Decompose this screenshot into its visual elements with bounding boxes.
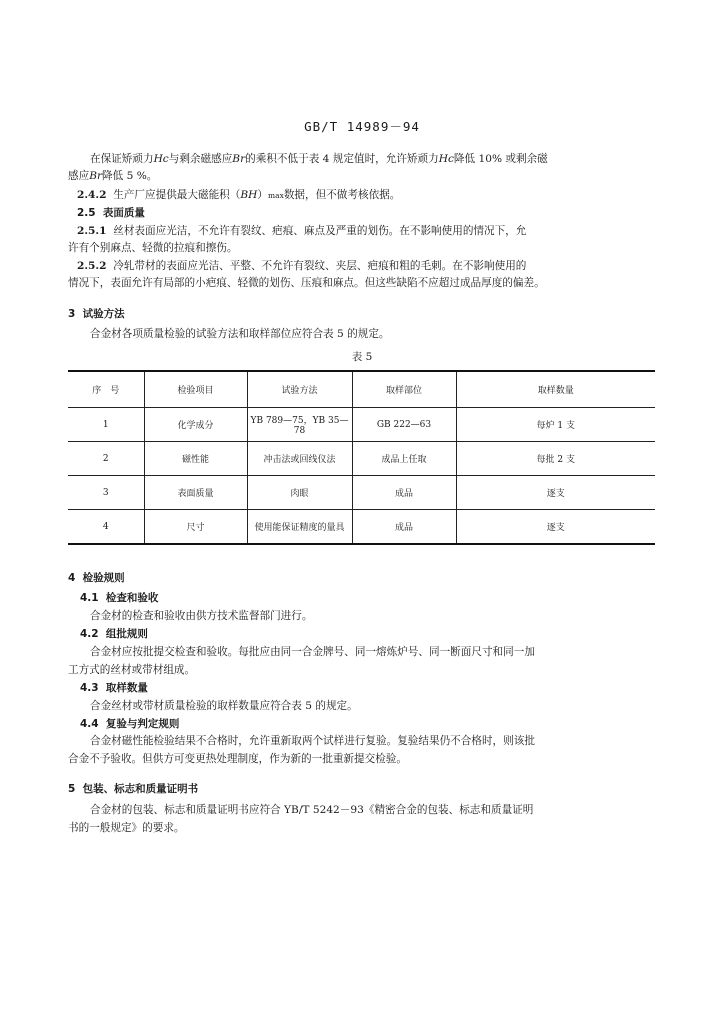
header-cell-method: 试验方法 — [247, 371, 352, 408]
table-cell: 成品 — [352, 510, 456, 545]
paragraph-coercivity: 在保证矫顽力Hc与剩余磁感应Br的乘积不低于表 4 规定值时，允许矫顽力Hc降低 10% 或剩余磁 — [90, 153, 548, 165]
table-cell: YB 789—75，YB 35—78 — [247, 408, 352, 442]
paragraph-coercivity-cont: 感应Br降低 5 %。 — [68, 170, 158, 182]
table-cell: 2 — [68, 442, 144, 476]
table-cell: 成品 — [352, 476, 456, 510]
section-3-heading: 3 试验方法 — [68, 308, 125, 320]
clause-4-2-line2: 工方式的丝材或带材组成。 — [68, 664, 196, 676]
table-cell: 逐支 — [456, 476, 655, 510]
table-cell: 3 — [68, 476, 144, 510]
header-cell-no: 序 号 — [68, 371, 144, 408]
table-row — [68, 408, 655, 442]
clause-2-4-2: 2.4.2 生产厂应提供最大磁能积（BH）max数据，但不做考核依据。 — [77, 189, 401, 201]
table-5-title: 表 5 — [351, 351, 373, 363]
clause-2-5-1-line2: 许有个别麻点、轻微的拉痕和擦伤。 — [68, 242, 238, 254]
clause-2-5-2-line2: 情况下，表面允许有局部的小疤痕、轻微的划伤、压痕和麻点。但这些缺陷不应超过成品厚度的偏差。 — [68, 277, 545, 289]
table-cell: 肉眼 — [247, 476, 352, 510]
section-4-heading: 4 检验规则 — [68, 572, 125, 584]
table-cell: 化学成分 — [144, 408, 247, 442]
table-cell: 1 — [68, 408, 144, 442]
section-5-line1: 合金材的包装、标志和质量证明书应符合 YB/T 5242－93《精密合金的包装、标志和质量证明 — [90, 804, 534, 816]
standard-number-header: GB/T 14989－94 — [304, 119, 420, 134]
clause-2-5-1-line1: 2.5.1 丝材表面应光洁，不允许有裂纹、疤痕、麻点及严重的划伤。在不影响使用的情况下，允 — [77, 225, 527, 237]
clause-4-2-line1: 合金材应按批提交检查和验收。每批应由同一合金牌号、同一熔炼炉号、同一断面尺寸和同一加 — [90, 646, 535, 658]
clause-2-5-heading: 2.5 表面质量 — [77, 207, 145, 219]
clause-4-4-heading: 4.4 复验与判定规则 — [80, 718, 180, 730]
clause-4-1-text: 合金材的检查和验收由供方技术监督部门进行。 — [90, 610, 313, 622]
section-5-line2: 书的一般规定》的要求。 — [68, 822, 185, 834]
table-5 — [68, 370, 655, 545]
table-cell: GB 222—63 — [352, 408, 456, 442]
header-cell-location: 取样部位 — [352, 371, 456, 408]
table-cell: 尺寸 — [144, 510, 247, 545]
table-cell: 每批 2 支 — [456, 442, 655, 476]
clause-4-1-heading: 4.1 检查和验收 — [80, 592, 159, 604]
clause-4-3-text: 合金丝材或带材质量检验的取样数量应符合表 5 的规定。 — [90, 700, 358, 712]
header-cell-quantity: 取样数量 — [456, 371, 655, 408]
clause-4-4-line1: 合金材磁性能检验结果不合格时，允许重新取两个试样进行复验。复验结果仍不合格时，则该批 — [90, 735, 535, 747]
table-row — [68, 510, 655, 545]
table-cell: 逐支 — [456, 510, 655, 545]
table-cell: 每炉 1 支 — [456, 408, 655, 442]
table-cell: 4 — [68, 510, 144, 545]
section-3-text: 合金材各项质量检验的试验方法和取样部位应符合表 5 的规定。 — [90, 328, 390, 340]
clause-4-3-heading: 4.3 取样数量 — [80, 682, 148, 694]
table-row — [68, 442, 655, 476]
table-cell: 磁性能 — [144, 442, 247, 476]
clause-4-2-heading: 4.2 组批规则 — [80, 628, 148, 640]
table-cell: 使用能保证精度的量具 — [247, 510, 352, 545]
clause-2-5-2-line1: 2.5.2 冷轧带材的表面应光洁、平整、不允许有裂纹、夹层、疤痕和粗的毛刺。在不影响使用的 — [77, 260, 527, 272]
table-cell: 表面质量 — [144, 476, 247, 510]
header-cell-item: 检验项目 — [144, 371, 247, 408]
clause-4-4-line2: 合金不予验收。但供方可变更热处理制度，作为新的一批重新提交检验。 — [68, 753, 407, 765]
table-row — [68, 476, 655, 510]
table-cell: 冲击法或回线仪法 — [247, 442, 352, 476]
section-5-heading: 5 包装、标志和质量证明书 — [68, 783, 199, 795]
table-cell: 成品上任取 — [352, 442, 456, 476]
table-header-row — [68, 371, 655, 408]
